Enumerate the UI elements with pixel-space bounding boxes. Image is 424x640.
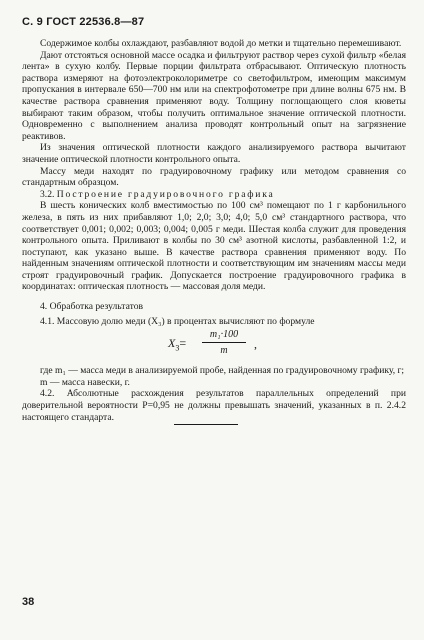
formula-numerator: m₁·100 [202, 329, 246, 343]
body-text [22, 38, 406, 423]
copper-formula [22, 329, 406, 363]
section-4-heading: 4. Обработка результатов [40, 301, 144, 313]
page-number: 38 [22, 596, 35, 608]
paragraph-filtration: Дают отстояться основной массе осадка и фильтруют раствор через сухой фильтр «белая лента» в сухую колбу. Первые порции фильтрата отбрасывают. Оптическую плотность раствора измеряют на фотоэлектроколориметре со светофильтром, имеющим максимум пропускания в интервале 650—700 нм или на спектрофотометре при длине волны 675 нм. В качестве раствора сравнения применяют воду. Толщину поглощающего слоя кюветы выбирают таким образом, чтобы получить оптимальное значение оптической плотности. Одновременно с выполнением анализа проводят контрольный опыт на загрязнение реактивов. [22, 49, 406, 142]
section-4-2-text: 4.2. Абсолютные расхождения результатов параллельных определений при доверительной вероятности P=0,95 не должны превышать значений, указанных в п. 2.4.2 настоящего стандарта. [22, 388, 406, 423]
paragraph-subtract-blank: Из значения оптической плотности каждого анализируемого раствора вычитают значение оптической плотности контрольного опыта. [22, 142, 406, 165]
formula-lhs: $X_3=$ [168, 336, 187, 353]
section-3-2-title: Построение градуировочного графика [56, 188, 275, 200]
section-4-1-text: 4.1. Массовую долю меди (X₃) в процентах вычисляют по формуле [40, 315, 315, 327]
end-rule [174, 424, 238, 425]
paragraph-copper-mass: Массу меди находят по градуировочному графику или методом сравнения со стандартным образцом. [22, 165, 406, 189]
definition-m1: где m₁ — масса меди в анализируемой пробе, найденная по градуировочному графику, г; [40, 365, 405, 377]
formula-denominator: m [220, 344, 228, 356]
formula-fraction [202, 329, 246, 356]
section-3-2-number: 3.2. [40, 188, 55, 200]
paragraph-dilution: Содержимое колбы охлаждают, разбавляют водой до метки и тщательно перемешивают. [40, 38, 402, 49]
formula-comma: , [254, 337, 257, 352]
page-header: С. 9 ГОСТ 22536.8—87 [22, 16, 145, 28]
section-3-2 [22, 189, 406, 201]
section-3-2-text: В шесть конических колб вместимостью по 100 см³ помещают по 1 г карбонильного железа, в пять из них прибавляют 1,0; 2,0; 3,0; 4,0; 5,0 см³ стандартного раствора, что соответствует 0,001; 0,002; 0,003; 0,004; 0,005 г меди. Шестая колба служит для проведения контрольного опыта. Приливают в колбы по 30 см³ азотной кислоты, разбавленной 1:2, и поступают, как указано выше. В качестве раствора сравнения применяют воду. По найденным значениям оптической плотности и соответствующим им значениям массы меди строят градуировочный график. Допускается построение градуировочного графика в координатах: оптическая плотность — массовая доля меди. [22, 200, 406, 293]
definition-m: m — масса навески, г. [40, 376, 130, 388]
